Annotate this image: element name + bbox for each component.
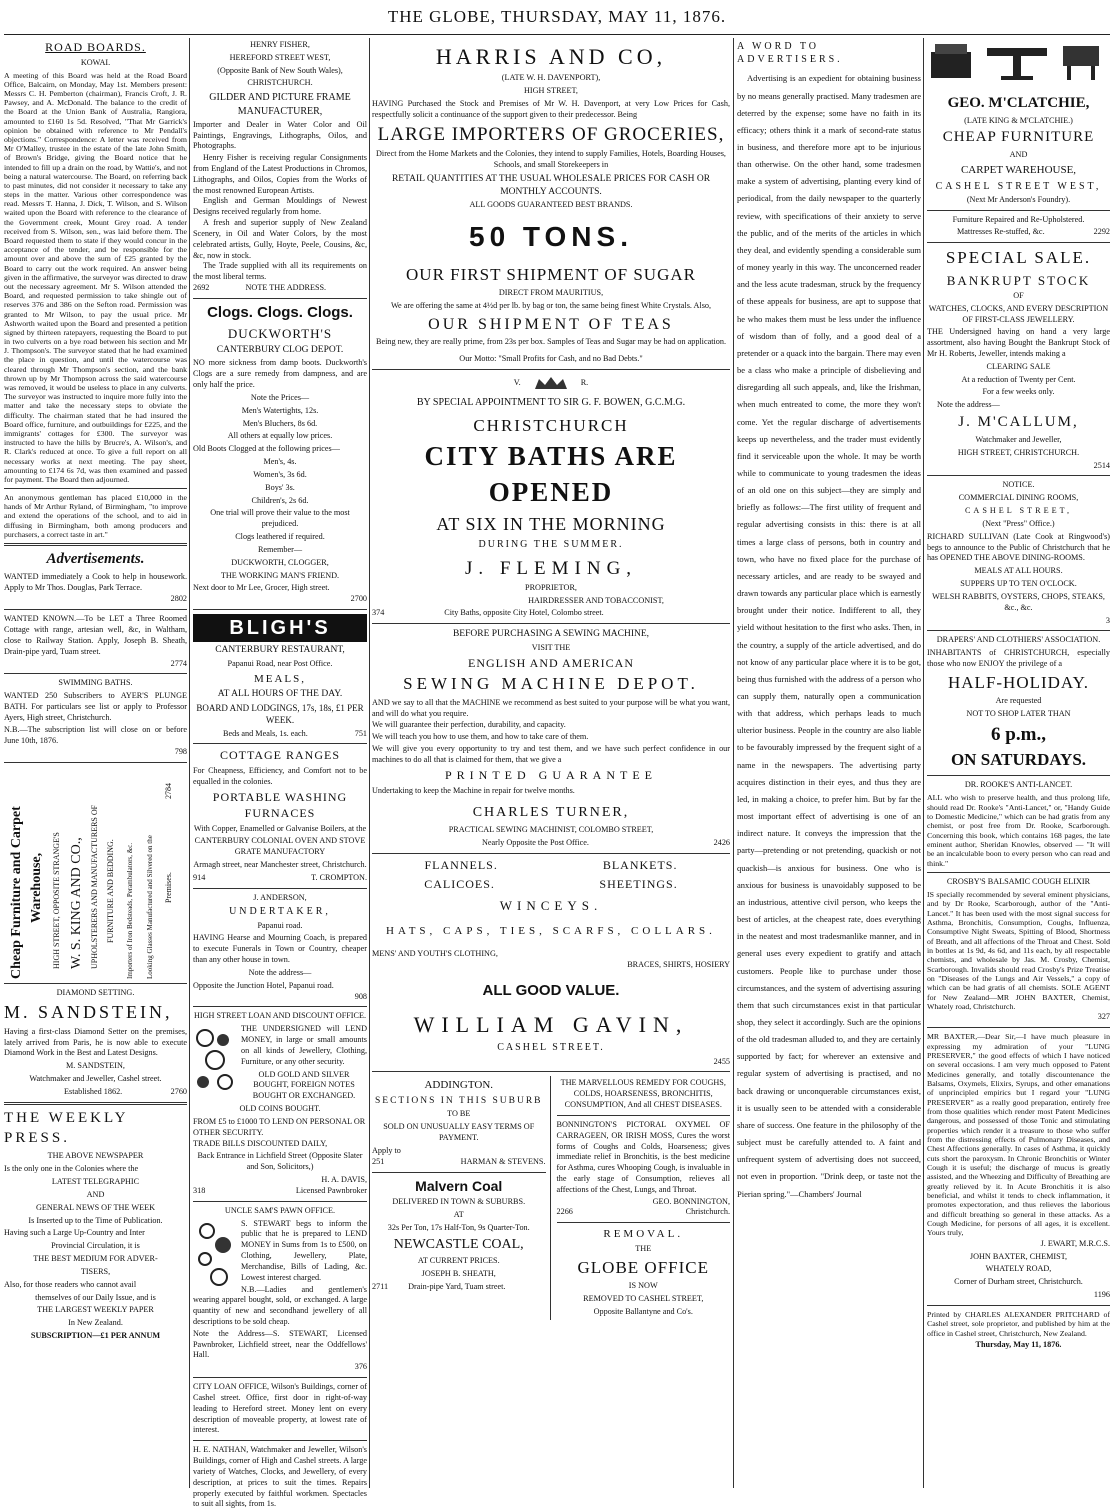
bligh-meals: MEALS, [253, 672, 307, 685]
ad-number: 2514 [1093, 460, 1110, 470]
clogs-line: Boys' 3s. [265, 482, 295, 492]
few-weeks: For a few weeks only. [982, 387, 1055, 397]
clogs-line: Men's, 4s. [263, 457, 297, 467]
column-4 [737, 38, 921, 1488]
rotated-line: HIGH STREET, OPPOSITE STRANGE'S [52, 832, 61, 970]
on-saturdays: ON SATURDAYS. [950, 750, 1087, 770]
fisher-text: English and German Mouldings of Newest Designs received regularly from home. [193, 196, 367, 217]
commercial-press: (Next "Press" Office.) [982, 518, 1055, 528]
harris-late: (LATE W. H. DAVENPORT), [501, 73, 601, 83]
ad-number: 2700 [350, 594, 367, 604]
cheap-furniture: CHEAP FURNITURE [942, 129, 1095, 146]
bankrupt-stock: BANKRUPT STOCK [946, 272, 1091, 288]
furniture-repaired: Furniture Repaired and Re-Upholstered. [952, 214, 1085, 224]
weekly-line: THE BEST MEDIUM FOR ADVER- [33, 1254, 158, 1264]
anderson-text: HAVING Hearse and Mourning Coach, is prepared to execute Funerals in Town or Country, cheaper than any other house in town. [193, 933, 367, 965]
king-furniture-ad [4, 762, 187, 984]
imprint-date: Thursday, May 11, 1876. [975, 1339, 1062, 1349]
inhabitants-text: INHABITANTS of CHRISTCHURCH, especially those who now ENJOY the privilege of a [927, 648, 1110, 669]
meals-hours: MEALS AT ALL HOURS. [974, 566, 1063, 576]
uncle-sam-title: UNCLE SAM'S PAWN OFFICE. [224, 1205, 336, 1215]
royal-crest-icon [531, 375, 571, 393]
weekly-line: SUBSCRIPTION—£1 PER ANNUM [30, 1330, 161, 1340]
fleming-address: City Baths, opposite City Hotel, Colombo street. [444, 608, 604, 618]
ad-number: 2455 [713, 1056, 730, 1066]
sullivan-text: RICHARD SULLIVAN (Late Cook at Ringwood's) begs to announce to the Public of Christchurch that he has OPENED THE ABOVE DINING-ROOMS. [927, 531, 1110, 563]
hats-caps-line: HATS, CAPS, TIES, SCARFS, COLLARS. [386, 925, 716, 938]
flannels: FLANNELS. [424, 857, 498, 872]
offering-text: We are offering the same at 4½d per lb. by bag or ton, the same being finest White Crystals. Also, [390, 301, 712, 311]
braces-shirts: BRACES, SHIRTS, HOSIERY [627, 959, 730, 969]
notice-title: NOTICE. [1002, 480, 1035, 490]
clogs-line: Women's, 3s 6d. [253, 469, 307, 479]
gavin-street: CASHEL STREET. [497, 1042, 605, 1054]
swimming-baths-note: N.B.—The subscription list will close on or before June 10th, 1876. [4, 724, 187, 745]
anderson-opposite: Opposite the Junction Hotel, Papanui road. [193, 980, 334, 990]
rooke-text: ALL who wish to preserve health, and thus prolong life, should read Dr. Rooke's "Anti-Lancet," or, "Handy Guide to Domestic Medicine," which can be had gratis from any chemist, or post free from Dr. Rooke, Scarborough. Concerning this book, which contains 168 pages, the late eminent author, Sheridan Knowles, observed — "It will be an incalculable boon to every person who can read and think." [927, 793, 1110, 868]
nathan-ad: H. E. NATHAN, Watchmaker and Jeweller, Wilson's Buildings, corner of High and Cashel streets. A large variety of Watches, Clocks, and Jewellery, of every description, at prices to suit the times. Repairs properly executed by faithful workmen. Spectacles to suit all sights, from 1s. [193, 1445, 367, 1509]
weekly-line: themselves of our Daily Issue, and is [35, 1292, 156, 1302]
furnace-address: Armagh street, near Manchester street, Christchurch. [193, 859, 367, 869]
harman-stevens: HARMAN & STEVENS. [460, 1156, 546, 1166]
clogs-line: All others at equally low prices. [227, 431, 333, 441]
advertisers-article-title: A WORD TO ADVERTISERS. [737, 41, 843, 66]
advertisers-article-text: Advertising is an expedient for obtaining business by no means generally practised. Many tradesmen are deterred by the expense; some have no faith in its efficacy; others think it a mark of second-rate status in business, and therefore more apt to be injurious than otherwise. On the other hand, some tradesmen make a system of advertising, planting every kind of periodical, from the daily newspaper to the quarterly review, with specifications of their anxiety to serve the public, and of the merits of the articles in which they deal, and evidently spending a considerable sum of money yearly in this way. The unconcerned reader and the less acute tradesman, struck by the frequency of these appeals for business, are apt to suppose that he who makes them must be less under the influence of wisdom than of folly, and a good deal of a pretender or a quack into the bargain. There may even be a class who make a principle of disbelieving and disregarding all such appeals, and, like the Irishman, when much entreated to come, the more they won't come. Yet the regular discharge of advertisements keeps up nevertheless, and the trader must evidently find it serviceable upon the whole. It may be worth while to communicate to young tradesmen the ideas of an old one on this subject—they are simply and briefly as follows:—The first utility of frequent and regular advertising consists in this: there is at all times a large class of persons, both in country and town, who have no fixed place for the purchase of necessary articles, and are ready to be swayed and drawn towards any particular place which is earnestly brought under their notice. Indifferent to all, they yield without hesitation to the first who asks. Then, in the country, a supply of the article advertised, and do not know of any particular place where it is to be got, being thus furnished with the address of a person who can supply them, naturally open a communication with that address, which perhaps leads to much ulterior business. People in the country are also liable to be favourably impressed by the frequent sight of a name in the newspapers. The advertising party acquires distinction in their eyes, and thus they are led, in making a choice, to prefer him. But by far the most important effect of advertising is one of an indirect nature. It conveys the impression that the party—pretending or not pretending, quackish or not quackish—is anxious for business. One who is anxious for business is unavoidably supposed to be an industrious, attentive civil person, who keeps the best of articles, at the cheapest rate, does everything in the neatest and most tradesmanlike manner, and in general uses every expedient to gratify and attach customers. People like to purchase under those circumstances, and the system of advertising assuring them that such circumstances exist in that particular shop, they select it accordingly. Such are the opinions of the old tradesman alluded to, and they are certainly supported by fact; for wherever an extensive and regular system of advertising is practised, and no back drawing or unconquerable circumstances exist, it is usually seen to be attended with a considerable share of success. One feature in the philosophy of the subject must be carefully attended to. A faint and unfrequent system of advertising does not succeed, not even in proportion. "Drink deep, or taste not the Pierian spring."—Chambers' Journal [737, 73, 921, 1199]
clogs-line: Children's, 2s 6d. [251, 495, 309, 505]
road-boards-article: A meeting of this Board was held at the Road Board Office, Balcairn, on Monday, May 1st. Members present: Messrs C. H. Pemberton (chairman), Francis Croft, J. R. Pawsey, and A. McDonald. The balance to the credit of the Board at the Union Bank of Australia, Rangiora, amounted to £160 1s 5d. Resolved, "That Mr Garrick's opinion be obtained with reference to Mr Pendall's objections." Correspondence: A letter was received from Mr O'Malley, trustee in the estate of the late John Smith, of Brown's Bridge, giving the Board notice that he intended to fill up a drain on the road, by Wattie's, and not being a natural watercourse. The Board, on referring back to past minutes, did not consider it necessary to take any steps in the matter. Various other correspondence was read. Messrs T. Hanna, J. Dick, T. Wilson, and S. Wilson waited upon the Board with reference to the clearance of the Government creek, Mount Grey road. A tender received from S. Wilson, sen., was laid before them. The Board requested them to state if they would concur in the acceptance of the tender, and be responsible for the amount over and above the sum of £25 granted by the Board to carry out the work required. An answer being given in the affirmative, the surveyor was directed to draw out the necessary agreement. Mr S. Wilson attended the Board, and requested permission to take shingle out of reserves 376 and 386 on the Sefton road. Permission was granted to Mr Wilson, to pay the usual price. Mr Ashworth waited upon the Board and presented a petition signed by thirteen ratepayers, requesting the Board to put in two culverts on a bye road between his section and Mr J. Thompson's. The surveyor stated that he had examined the place in question, and until the watercourse was cleared through Mr Thompson's section, and the bank thrown up by Mr Thompson across the said watercourse was removed, it would be useless to place in any culverts. The surveyor was instructed to inquire more fully into the matter and take the necessary steps to obviate the difficulty. The chairman stated that he had insured the Board office, furniture, and outbuildings for £225, and the immigrants' cottages for £300. The surveyor was instructed to have the hills by Brucre's, A. Wilson's, and R. Clark's reduced at once. To give a full report on all necessary works at next meeting. The pay sheet, amounting to £174 6s 7d, was then examined and passed for payment. The Board then adjourned. [4, 70, 187, 484]
column-1 [4, 38, 187, 1488]
malvern-at: AT [453, 1209, 464, 1219]
rotated-line: FURNITURE AND BEDDING. [106, 839, 115, 944]
sheath-name: JOSEPH B. SHEATH, [421, 1268, 496, 1278]
blankets: BLANKETS. [602, 857, 678, 872]
baxter-corner: Corner of Durham street, Christchurch. [954, 1277, 1083, 1287]
ad-number: 318 [193, 1185, 206, 1195]
city-loan-office-ad: CITY LOAN OFFICE, Wilson's Buildings, corner of Cashel street. Office, first door in right-of-way leading to Hereford street. Money lent on every description of moveable property, at lowest rate of interest. [193, 1382, 367, 1435]
guaranteed-text: ALL GOODS GUARANTEED BEST BRANDS. [469, 200, 633, 210]
sewing-text: We will give you every opportunity to try and test them, and we have such perfect confidence in our machines to do all that is claimed for them, that we give a [372, 744, 730, 764]
watches-text: WATCHES, CLOCKS, AND EVERY DESCRIPTION OF FIRST-CLASS JEWELLERY. [928, 303, 1109, 324]
uncle-sam-nb: N.B.—Ladies and gentlemen's wearing apparel bought, sold, or exchanged. A large quantity of new and secondhand jewellery of all descriptions to be sold cheap. [193, 1284, 367, 1326]
addington-block [372, 1076, 551, 1319]
furnace-title: PORTABLE WASHING FURNACES [212, 789, 348, 820]
sewing-text: We will guarantee their perfection, durability, and capacity. [372, 720, 566, 730]
retail-text: RETAIL QUANTITIES AT THE USUAL WHOLESALE PRICES FOR CASH OR MONTHLY ACCOUNTS. [391, 174, 711, 197]
column-divider [923, 38, 924, 1488]
motto-text: Our Motto: "Small Profits for Cash, and no Bad Debts." [459, 353, 643, 363]
clogs-line: Old Boots Clogged at the following prices— [193, 444, 340, 454]
calicoes: CALICOES. [424, 877, 495, 892]
english-american: ENGLISH AND AMERICAN [467, 655, 634, 670]
teas-headline: OUR SHIPMENT OF TEAS [428, 316, 674, 334]
clogs-line: Remember— [257, 544, 303, 554]
column-2 [193, 38, 367, 1509]
malvern-prices: 32s Per Ton, 17s Half-Ton, 9s Quarter-Ton. [387, 1222, 530, 1232]
cottage-ranges-text: For Cheapness, Efficiency, and Comfort not to be equalled in the colonies. [193, 766, 367, 787]
furniture-illustration [927, 38, 1110, 88]
fisher-city: CHRISTCHURCH. [247, 78, 313, 88]
mclatchie-late: (LATE KING & M'CLATCHIE.) [964, 115, 1073, 125]
uncle-sam-note: Note the Address—S. STEWART, Licensed Pawnbroker, Lichfield street, near the Oddfellows' Hall. [193, 1328, 367, 1360]
of-text: OF [1013, 290, 1024, 300]
mccallum-address: HIGH STREET, CHRISTCHURCH. [957, 447, 1080, 457]
rotated-line: Looking Glasses Manufactured and Silvered on the [146, 835, 154, 980]
ewart-signature: J. EWART, M.R.C.S. [1040, 1238, 1110, 1248]
clogs-line: Next door to Mr Lee, Grocer, High street. [193, 583, 330, 593]
weekly-line: LATEST TELEGRAPHIC [51, 1177, 140, 1187]
six-pm: 6 p.m., [991, 723, 1046, 745]
fisher-text: The Trade supplied with all its requirements on the most liberal terms. [193, 261, 367, 282]
turner-practical: PRACTICAL SEWING MACHINIST, COLOMBO STREET, [448, 824, 654, 834]
mauritius-text: DIRECT FROM MAURITIUS, [498, 288, 604, 298]
column-divider [369, 38, 370, 1488]
addington-apply: Apply to [372, 1145, 401, 1155]
baxter-whately: WHATELY ROAD, [985, 1264, 1052, 1274]
malvern-delivered: DELIVERED IN TOWN & SUBURBS. [392, 1197, 526, 1207]
ad-number: 327 [1097, 1012, 1110, 1022]
fisher-address: HEREFORD STREET WEST, [229, 52, 331, 62]
removal-isnow: IS NOW [628, 1281, 658, 1291]
weekly-line: GENERAL NEWS OF THE WEEK [35, 1202, 155, 1212]
weekly-press-title: THE WEEKLY PRESS. [4, 1109, 128, 1146]
rotated-ad-text [4, 763, 187, 983]
ad-number: 1196 [1093, 1290, 1110, 1300]
clogs-depot: CANTERBURY CLOG DEPOT. [216, 344, 344, 355]
weekly-line: Is the only one in the Colonies where the [4, 1164, 139, 1174]
furnace-place: CANTERBURY COLONIAL OVEN AND STOVE GRATE MANUFACTORY [194, 836, 366, 857]
malvern-coal: Malvern Coal [415, 1177, 503, 1194]
sandstein-ad: Having a first-class Diamond Setter on the premises, lately arrived from Paris, he is now able to execute Diamond Work in the Best and Latest Designs. [4, 1026, 187, 1058]
newcastle-current: AT CURRENT PRICES. [417, 1255, 500, 1265]
column-divider [189, 38, 190, 1488]
ad-number: 798 [174, 747, 187, 757]
loan-bills: TRADE BILLS DISCOUNTED DAILY, [193, 1138, 328, 1148]
rooke-title: DR. ROOKE'S ANTI-LANCET. [964, 780, 1073, 790]
wanted-cook-ad: WANTED immediately a Cook to help in housework. Apply to Mr Thos. Douglas, Park Terrace. [4, 571, 187, 592]
six-morning: AT SIX IN THE MORNING [436, 513, 666, 534]
commercial-dining: COMMERCIAL DINING ROOMS, [958, 493, 1079, 503]
anderson-title: UNDERTAKER, [229, 906, 331, 918]
harris-text: HAVING Purchased the Stock and Premises of Mr W. H. Davenport, at very Low Prices for Cash, respectfully solicit a continuance of the support given to their predecessor. Being [372, 98, 730, 119]
ad-number: 3 [1105, 615, 1110, 625]
ad-number: 2784 [164, 783, 173, 800]
clogs-line: THE WORKING MAN'S FRIEND. [220, 570, 340, 580]
crosby-text: IS specially recommended by several eminent physicians, and by Dr Rooke, Scarborough, author of the "Anti-Lancet." It has been used with the most signal success for Asthma, Bronchitis, Consumption, Coughs, Influenza, Consumptive Night Sweats, Spitting of Blood, Shortness of Breath, and all affections of the Throat and Chest. Sold in bottles at 1s 9d, 4s 6d, and 11s each, by all respectable chemists, and wholesale by Jas. M. Crosby, Chemist, Scarborough. Invalids should read Crosby's Prize Treatise on "Diseases of the Lungs and Air Vessels," a copy of which can be had gratis of all chemists. SOLE AGENT for New Zealand—MR JOHN BAXTER, Chemist, Whately road, Christchurch. [927, 889, 1110, 1011]
sandstein-signature: M. SANDSTEIN, [66, 1061, 125, 1071]
next-anderson: (Next Mr Anderson's Foundry). [966, 194, 1071, 204]
ad-number: 376 [354, 1362, 367, 1372]
ad-number: 251 [372, 1156, 385, 1166]
bonnington-name: GEO. BONNINGTON, [652, 1196, 730, 1206]
fisher-note: NOTE THE ADDRESS. [245, 283, 327, 293]
drapers-title: DRAPERS' AND CLOTHIERS' ASSOCIATION. [936, 635, 1101, 645]
loan-name: H. A. DAVIS, [321, 1175, 367, 1185]
gavin-name: WILLIAM GAVIN, [413, 1012, 689, 1038]
clogs-line: Clogs leathered if required. [235, 532, 325, 542]
clogs-line: Note the Prices— [250, 392, 310, 402]
mattresses: Mattresses Re-stuffed, &c. [957, 227, 1045, 237]
anderson-address: Papanui road. [257, 920, 303, 930]
ad-number: 2760 [170, 1086, 187, 1096]
ad-number: 2711 [372, 1281, 389, 1291]
cottage-ranges-title: COTTAGE RANGES [219, 748, 341, 763]
mens-clothing: MENS' AND YOUTH'S CLOTHING, [372, 948, 498, 958]
ad-number: 2692 [193, 283, 210, 293]
all-good-value: ALL GOOD VALUE. [482, 981, 620, 999]
remedy-title: THE MARVELLOUS REMEDY FOR COUGHS, COLDS, HOARSENESS, BRONCHITIS, CONSUMPTION, And all CHEST DISEASES. [560, 1078, 726, 1110]
bligh-beds: Beds and Meals, 1s. each. [223, 728, 308, 738]
road-boards-title: ROAD BOARDS. [45, 40, 146, 54]
weekly-line: Having such a Large Up-Country and Inter [4, 1228, 145, 1238]
rotated-line: Warehouse, [29, 853, 44, 924]
ad-number: 2802 [170, 594, 187, 604]
weekly-line: Provincial Circulation, it is [51, 1241, 140, 1251]
baxter-letter: MR BAXTER,—Dear Sir,—I have much pleasure in expressing my admiration of your "LUNG PRESERVER," the good effects of which I have noticed on several occasions. I am very much opposed to Patent Medicines generally, and totally discountenance the Balsams, Oxymels, Elixirs, Syrups, and other emanations of unprincipled empirics but I regard your "LUNG PRESERVER" as a really good preparation, entirely free from those qualities which render most Patent Medicines dangerous, and possessed of those Tonic and stimulating properties which render it a treasure to those who suffer from the distressing effects of Pulmonary Diseases, and Chest Affections generally. In cases of Asthma, it quickly cuts short the paroxysm. In Chronic Bronchitis or Winter Cough it is useful; the discharge of mucus is greatly assisted, and the Wheezing and Difficulty of Breathing are greatly relieved by it. In Acute Bronchitis it is also beneficial, and whilst it tends to check inflammation, it promotes expectoration, and thus relieves the laborious and difficult breathing so general in these attacks. As a Cough Medicine, for persons of all ages, it is excellent. Yours truly, [927, 1032, 1110, 1238]
rotated-line: UPHOLSTERERS AND MANUFACTURERS OF [90, 805, 99, 970]
sheetings: SHEETINGS. [599, 877, 678, 892]
rotated-line: W. S. KING AND CO., [69, 837, 84, 970]
summer-text: DURING THE SUMMER. [478, 539, 624, 551]
christchurch-heading: CHRISTCHURCH [473, 415, 629, 435]
column-3 [372, 38, 730, 1488]
fleming-name: J. FLEMING, [464, 557, 638, 579]
weekly-line: AND [86, 1189, 105, 1199]
addington-sections: SECTIONS IN THIS SUBURB [375, 1095, 543, 1106]
harris-address: HIGH STREET, [524, 85, 578, 95]
removal-title: REMOVAL. [603, 1228, 684, 1241]
ad-number: 2292 [1093, 227, 1110, 237]
commercial-street: CASHEL STREET, [964, 506, 1073, 516]
loan-broker: Licensed Pawnbroker [295, 1185, 367, 1195]
reduction: At a reduction of Twenty per Cent. [961, 374, 1076, 384]
ad-number: 2774 [170, 658, 187, 668]
mclatchie-name: GEO. M'CLATCHIE, [947, 94, 1090, 111]
jewellery-illustration [193, 1221, 237, 1291]
sale-text: THE Undersigned having on hand a very large assortment, also having Bought the Bankrupt Stock of Mr H. Roberts, Jeweller, intends making a [927, 327, 1110, 358]
bonnington-city: Christchurch. [685, 1207, 730, 1217]
clearing-sale: CLEARING SALE [986, 361, 1051, 371]
sandstein-trade: Watchmaker and Jeweller, Cashel street. [29, 1074, 162, 1084]
clogs-line: DUCKWORTH, CLOGGER, [231, 557, 329, 567]
weekly-line: In New Zealand. [68, 1318, 123, 1328]
imprint-text: Printed by CHARLES ALEXANDER PRITCHARD of Cashel street, sole proprietor, and published by him at the office in Cashel street, Christchurch, New Zealand. [927, 1309, 1110, 1338]
importers-headline: LARGE IMPORTERS OF GROCERIES, [377, 124, 725, 146]
sandstein-name: M. SANDSTEIN, [4, 1002, 173, 1023]
turner-name: CHARLES TURNER, [472, 805, 630, 821]
addington-tobe: TO BE [447, 1109, 471, 1119]
sandstein-established: Established 1862. [64, 1086, 123, 1096]
city-baths-headline: CITY BATHS ARE OPENED [424, 441, 678, 508]
ad-number: 914 [193, 872, 206, 882]
sheath-address: Drain-pipe Yard, Tuam street. [408, 1281, 506, 1291]
fisher-text: Importer and Dealer in Water Color and Oil Paintings, Engravings, Lithographs, Oilos, and Photographs. [193, 119, 367, 151]
crosby-title: CROSBY'S BALSAMIC COUGH ELIXIR [946, 877, 1091, 887]
direct-text: Direct from the Home Markets and the Colonies, they intend to supply Families, Hotels, Boarding Houses, Schools, and small Storekeepers in [376, 149, 726, 170]
fleming-hairdresser: HAIRDRESSER AND TOBACCONIST, [528, 595, 664, 605]
bonnington-text: BONNINGTON'S PICTORAL OXYMEL OF CARRAGEEN, OR IRISH MOSS, Cures the worst forms of Coughs and Colds, Hoarseness; gives immediate relief in Bronchitis, is the best medicine for Asthma, cures Whooping Cough, is invaluable in the early stage of Consumption, relieves all affections of the Chest, Lungs, and Throat. [556, 1119, 730, 1194]
clogs-text: NO more sickness from damp boots. Duckworth's Clogs are a sure remedy from dampness, and are only half the price. [193, 358, 367, 390]
appointment-text: BY SPECIAL APPOINTMENT TO SIR G. F. BOWEN, G.C.M.G. [416, 396, 686, 408]
loan-title: HIGH STREET LOAN AND DISCOUNT OFFICE. [193, 1011, 367, 1021]
clogs-line: Men's Watertights, 12s. [241, 405, 319, 415]
special-sale: SPECIAL SALE. [945, 248, 1092, 268]
removal-cashel: REMOVED TO CASHEL STREET, [583, 1293, 704, 1303]
fisher-opposite: (Opposite Bank of New South Wales), [217, 65, 343, 75]
fisher-name: HENRY FISHER, [250, 40, 310, 49]
weekly-line: THE LARGEST WEEKLY PAPER [37, 1305, 154, 1315]
fisher-text: A fresh and superior supply of New Zealand Scenery, in Oil and Water Colors, by the most celebrated artists, Gully, Hoyte, Peele, Cousins, &c, &c, now in stock. [193, 218, 367, 260]
royal-v: V. [513, 378, 521, 388]
and-text: AND [1009, 150, 1028, 160]
not-to-shop: NOT TO SHOP LATER THAN [966, 709, 1071, 719]
turner-nearly: Nearly Opposite the Post Office. [482, 837, 589, 847]
globe-office: GLOBE OFFICE [577, 1257, 709, 1277]
fisher-gilder: GILDER AND PICTURE FRAME MANUFACTURER, [209, 92, 351, 117]
before-purchasing: BEFORE PURCHASING A SEWING MACHINE, [452, 629, 650, 640]
rotated-line: Premises. [164, 872, 173, 904]
carpet-warehouse: CARPET WAREHOUSE, [960, 164, 1077, 177]
harris-title: HARRIS AND CO, [435, 44, 667, 69]
bligh-hours: AT ALL HOURS OF THE DAY. [217, 689, 343, 700]
bligh-subtitle: CANTERBURY RESTAURANT, [215, 645, 345, 656]
weekly-line: Also, for those readers who cannot avail [4, 1279, 137, 1289]
requested: Are requested [995, 696, 1042, 706]
advertisements-heading: Advertisements. [46, 551, 145, 568]
swimming-baths-title: SWIMMING BATHS. [58, 678, 133, 688]
fisher-text: Henry Fisher is receiving regular Consignments from England of the Latest Productions in Chromos, Lithographs, and Oilos, Copies from the Works of the most renowned European Artists. [193, 153, 367, 195]
removal-the: THE [635, 1243, 652, 1253]
sugar-headline: OUR FIRST SHIPMENT OF SUGAR [406, 264, 696, 284]
column-divider [733, 38, 734, 1488]
undertaking-text: Undertaking to keep the Machine in repair for twelve months. [372, 785, 575, 795]
road-boards-subtitle: KOWAI. [80, 57, 111, 67]
ad-number: 2266 [556, 1207, 573, 1217]
anderson-note: Note the address— [248, 967, 312, 977]
ad-number: 908 [354, 991, 367, 1001]
furnace-text: With Copper, Enamelled or Galvanise Boilers, at the [193, 823, 367, 833]
anonymous-gift-article: An anonymous gentleman has placed £10,000 in the hands of Mr Arthur Ryland, of Birmingham, "to improve and extend the operations of the school, and to aid in diffusing in Birmingham, both among producers and purchasers, a correct taste in art." [4, 493, 187, 539]
loan-back: Back Entrance in Lichfield Street (Opposite Slater and Son, Solicitors,) [197, 1151, 363, 1172]
printed-guarantee: PRINTED GUARANTEE [445, 767, 657, 782]
baxter-name: JOHN BAXTER, CHEMIST, [969, 1251, 1068, 1261]
jewellery-illustration [193, 1026, 237, 1096]
ad-number: 2426 [713, 837, 730, 847]
uncle-sam-text: S. STEWART begs to inform the public that he is prepared to LEND MONEY in Sums from 1s to £500, on Clothing, Jewellery, Plate, Merchandise, Bills of Lading, &c. Lowest interest charged. [241, 1218, 367, 1282]
removal-opposite: Opposite Ballantyne and Co's. [593, 1306, 693, 1316]
note-address: Note the address— [937, 400, 1000, 410]
clogs-line: Men's Bluchers, 8s 6d. [242, 418, 318, 428]
loan-text: THE UNDERSIGNED will LEND MONEY, in large or small amounts on all kinds of Jewellery, Clothing, Furniture, or any other security. [241, 1024, 367, 1066]
loan-gold: OLD GOLD AND SILVER BOUGHT, FOREIGN NOTES BOUGHT OR EXCHANGED. [252, 1069, 356, 1101]
newcastle-coal: NEWCASTLE COAL, [393, 1236, 524, 1252]
clogs-line: One trial will prove their value to the most prejudiced. [210, 508, 350, 529]
half-holiday: HALF-HOLIDAY. [948, 672, 1089, 692]
bligh-board: BOARD AND LODGINGS, 17s, 18s, £1 PER WEEK. [196, 702, 364, 725]
rotated-line: Importers of Iron Bedsteads, Perambulators, &c. [126, 843, 134, 980]
addington-sold: SOLD ON UNUSUALLY EASY TERMS OF PAYMENT. [383, 1122, 535, 1143]
weekly-line: THE ABOVE NEWSPAPER [47, 1151, 144, 1161]
sewing-text: AND we say to all that the MACHINE we recommend as best suited to your purpose will be what you want, and will do what you require. [372, 697, 730, 718]
masthead-rule [4, 34, 1110, 35]
clogs-title: Clogs. Clogs. Clogs. [207, 303, 353, 321]
bonnington-block [557, 1076, 731, 1319]
fleming-proprietor: PROPRIETOR, [525, 582, 577, 592]
weekly-line: TISERS, [80, 1266, 111, 1276]
clogs-name: DUCKWORTH'S [227, 325, 333, 341]
mccallum-trade: Watchmaker and Jeweller, [975, 434, 1062, 444]
mccallum-name: J. M'CALLUM, [958, 414, 1079, 431]
weekly-line: Is Inserted up to the Time of Publication. [28, 1215, 163, 1225]
fifty-tons: 50 TONS. [469, 220, 633, 252]
royal-r: R. [580, 378, 589, 388]
anderson-name: J. ANDERSON, [253, 892, 307, 902]
ad-number: 374 [372, 608, 385, 618]
wanted-known-ad: WANTED KNOWN.—To be LET a Three Roomed Cottage with range, artesian well, &c, in Waltham, close to Railway Station. Apply, Joseph B. Sheath, Drain-pipe yard, Tuam street. [4, 614, 187, 656]
furnace-name: T. CROMPTON. [311, 872, 367, 882]
loan-coins: OLD COINS BOUGHT. [239, 1104, 321, 1114]
diamond-setting-title: DIAMOND SETTING. [56, 988, 135, 998]
addington-title: ADDINGTON. [424, 1079, 494, 1092]
teas-text: Being new, they are really prime, from 23s per box. Samples of Teas and Sugar may be had on application. [375, 337, 727, 347]
swimming-baths-ad: WANTED 250 Subscribers to AYER'S PLUNGE BATH. For particulars see list or apply to Professor Ayers, High street, Christchurch. [4, 691, 187, 722]
welsh-rabbits: WELSH RABBITS, OYSTERS, CHOPS, STEAKS, &c., &c. [932, 591, 1105, 612]
rotated-line: Cheap Furniture and Carpet [9, 806, 24, 980]
column-5 [927, 38, 1110, 1488]
visit-the: VISIT THE [531, 642, 571, 652]
bligh-title: BLIGH'S [193, 614, 367, 642]
sewing-text: We will teach you how to use them, and how to take care of them. [372, 732, 589, 742]
suppers: SUPPERS UP TO TEN O'CLOCK. [960, 579, 1077, 589]
masthead: THE GLOBE, THURSDAY, MAY 11, 1876. [387, 7, 727, 26]
sewing-depot-headline: SEWING MACHINE DEPOT. [403, 674, 699, 694]
winceys: WINCEYS. [499, 898, 603, 914]
ad-number: 751 [354, 728, 367, 738]
cashel-street-west: CASHEL STREET WEST, [935, 180, 1102, 192]
loan-lend: FROM £5 to £1000 TO LEND ON PERSONAL OR OTHER SECURITY. [193, 1116, 366, 1137]
bligh-address: Papanui Road, near Post Office. [227, 658, 333, 668]
